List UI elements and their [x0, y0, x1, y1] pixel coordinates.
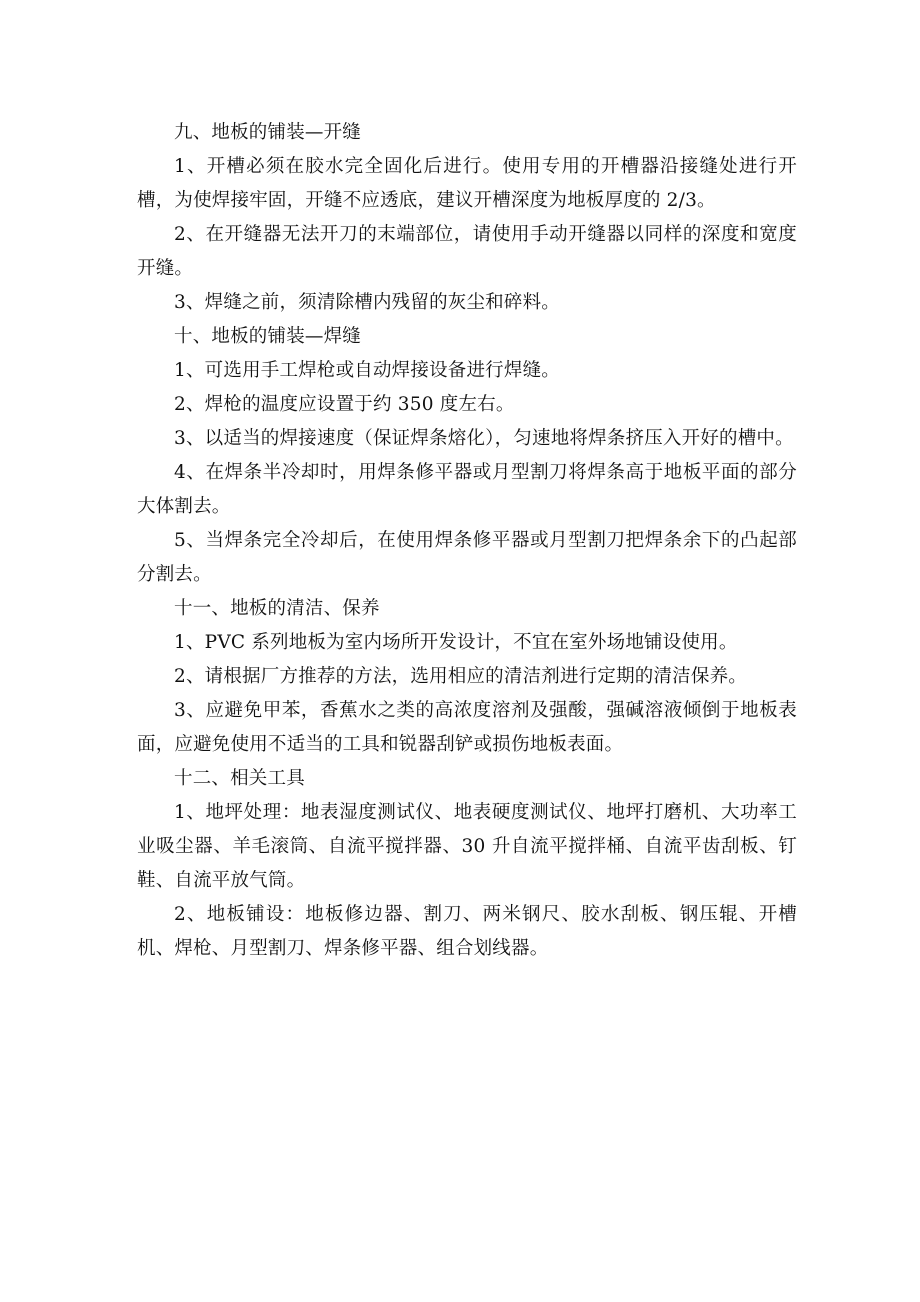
paragraph-9-3: 3、焊缝之前，须清除槽内残留的灰尘和碎料。 [174, 292, 560, 313]
paragraph-11-2: 2、请根据厂方推荐的方法，选用相应的清洁剂进行定期的清洁保养。 [174, 666, 747, 687]
paragraph-10-5: 5、当焊条完全冷却后，在使用焊条修平器或月型割刀把焊条余下的凸起部分割去。 [137, 530, 797, 585]
paragraph-9-2: 2、在开缝器无法开刀的末端部位，请使用手动开缝器以同样的深度和宽度开缝。 [137, 224, 797, 279]
paragraph-10-2: 2、焊枪的温度应设置于约 350 度左右。 [174, 394, 515, 415]
paragraph-12-1: 1、地坪处理：地表湿度测试仪、地表硬度测试仪、地坪打磨机、大功率工业吸尘器、羊毛滚筒、自流平搅拌器、30 升自流平搅拌桶、自流平齿刮板、钉鞋、自流平放气筒。 [137, 802, 797, 891]
section-heading-10: 十、地板的铺装—焊缝 [174, 326, 362, 347]
document-body [137, 116, 797, 966]
section-heading-9: 九、地板的铺装—开缝 [174, 122, 362, 143]
paragraph-10-3: 3、以适当的焊接速度（保证焊条熔化），匀速地将焊条挤压入开好的槽中。 [174, 428, 794, 449]
section-heading-12: 十二、相关工具 [174, 768, 305, 789]
paragraph-11-1: 1、PVC 系列地板为室内场所开发设计，不宜在室外场地铺设使用。 [174, 632, 738, 653]
paragraph-10-1: 1、可选用手工焊枪或自动焊接设备进行焊缝。 [174, 360, 560, 381]
section-heading-11: 十一、地板的清洁、保养 [174, 598, 380, 619]
paragraph-11-3: 3、应避免甲苯，香蕉水之类的高浓度溶剂及强酸，强碱溶液倾倒于地板表面，应避免使用不适当的工具和锐器刮铲或损伤地板表面。 [137, 700, 797, 755]
paragraph-10-4: 4、在焊条半冷却时，用焊条修平器或月型割刀将焊条高于地板平面的部分大体割去。 [137, 462, 797, 517]
paragraph-12-2: 2、地板铺设：地板修边器、割刀、两米钢尺、胶水刮板、钢压辊、开槽机、焊枪、月型割刀、焊条修平器、组合划线器。 [137, 904, 797, 959]
paragraph-9-1: 1、开槽必须在胶水完全固化后进行。使用专用的开槽器沿接缝处进行开槽，为使焊接牢固，开缝不应透底，建议开槽深度为地板厚度的 2/3。 [137, 156, 797, 211]
